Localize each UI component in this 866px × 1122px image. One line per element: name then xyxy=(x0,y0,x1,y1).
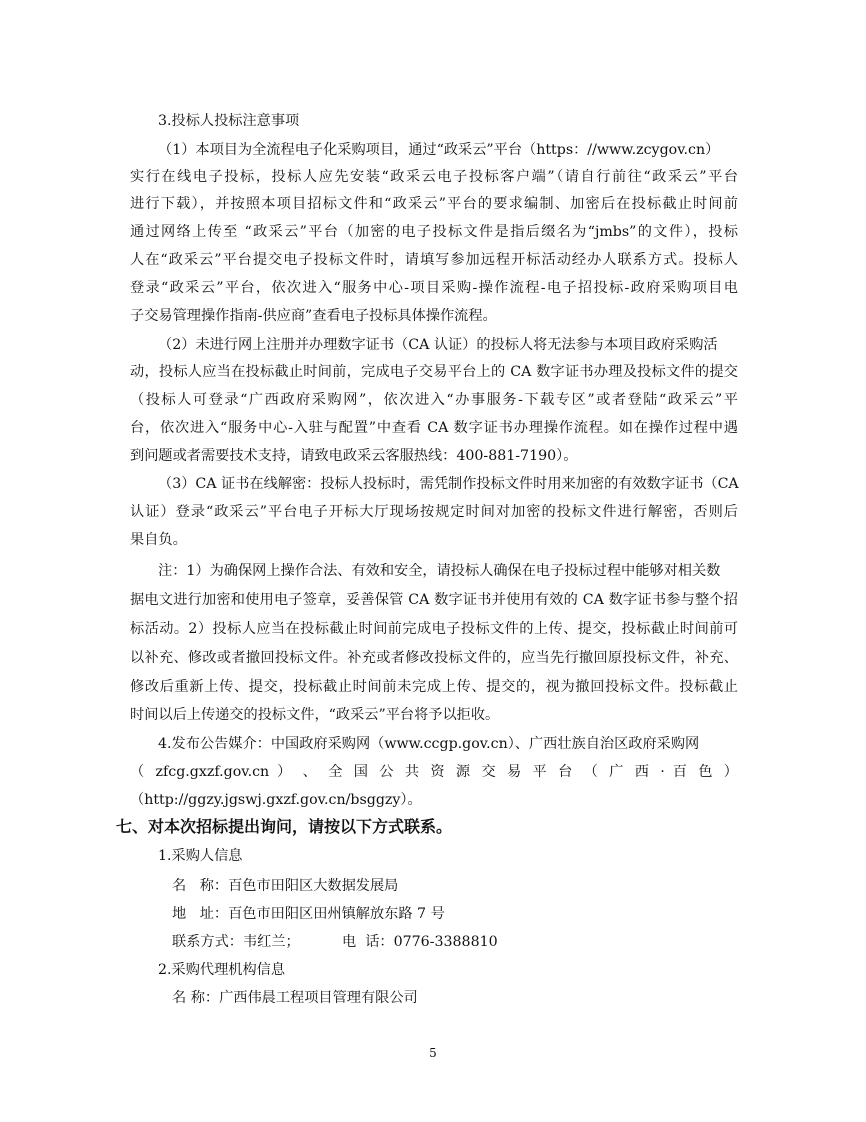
purchaser-phone: 电 话：0776-3388810 xyxy=(342,934,498,950)
note-line: 注：1）为确保网上操作合法、有效和安全，请投标人确保在电子投标过程中能够对相关数 xyxy=(158,563,721,579)
paragraph-2-line: 到问题或者需要技术支持，请致电政采云客服热线：400-881-7190）。 xyxy=(130,448,578,464)
paragraph-2-line: 动，投标人应当在投标截止时间前，完成电子交易平台上的 CA 数字证书办理及投标文件的提交 xyxy=(130,364,738,380)
purchaser-contact: 联系方式：韦红兰； xyxy=(172,934,300,950)
note-line: 标活动。2）投标人应当在投标截止时间前完成电子投标文件的上传、提交，投标截止时间前可 xyxy=(130,621,738,637)
agency-title: 2.采购代理机构信息 xyxy=(158,962,286,978)
section-7-heading: 七、对本次招标提出询问，请按以下方式联系。 xyxy=(116,817,453,836)
note-line: 时间以后上传递交的投标文件，“政采云”平台将予以拒收。 xyxy=(130,707,500,723)
paragraph-1-line: 进行下载），并按照本项目招标文件和“政采云”平台的要求编制、加密后在投标截止时间前 xyxy=(130,196,738,212)
purchaser-name: 名 称：百色市田阳区大数据发展局 xyxy=(172,878,399,894)
note-line: 修改后重新上传、提交，投标截止时间前未完成上传、提交的，视为撤回投标文件。投标截止 xyxy=(130,679,738,695)
paragraph-1-line: 人在“政采云”平台提交电子投标文件时，请填写参加远程开标活动经办人联系方式。投标人 xyxy=(130,252,738,268)
paragraph-2-line: 台，依次进入“服务中心-入驻与配置”中查看 CA 数字证书办理操作流程。如在操作过程中遇 xyxy=(130,420,738,436)
note-line: 据电文进行加密和使用电子签章，妥善保管 CA 数字证书并使用有效的 CA 数字证书参与整个招 xyxy=(130,592,738,608)
paragraph-1-line: （1）本项目为全流程电子化采购项目，通过“政采云”平台（https：//www.zcygov.cn） xyxy=(158,142,720,158)
note-line: 以补充、修改或者撤回投标文件。补充或者修改投标文件的，应当先行撤回原投标文件，补充、 xyxy=(130,650,738,666)
publish-media-line: 4.发布公告媒介：中国政府采购网（www.ccgp.gov.cn）、广西壮族自治区政府采购网 xyxy=(158,736,700,752)
paragraph-2-line: （投标人可登录“广西政府采购网”，依次进入“办事服务-下载专区”或者登陆“政采云”平 xyxy=(130,392,738,408)
paragraph-2-line: （2）未进行网上注册并办理数字证书（CA 认证）的投标人将无法参与本项目政府采购活 xyxy=(158,337,718,353)
paragraph-3-line: 认证）登录“政采云”平台电子开标大厅现场按规定时间对加密的投标文件进行解密，否则后 xyxy=(130,504,738,520)
publish-media-line: （http://ggzy.jgswj.gxzf.gov.cn/bsggzy）。 xyxy=(130,792,422,808)
paragraph-1-line: 子交易管理操作指南-供应商”查看电子投标具体操作流程。 xyxy=(130,308,497,324)
paragraph-1-line: 实行在线电子投标，投标人应先安装“政采云电子投标客户端”（请自行前往“政采云”平台 xyxy=(130,169,738,185)
paragraph-3-line: （3）CA 证书在线解密：投标人投标时，需凭制作投标文件时用来加密的有效数字证书（CA xyxy=(158,476,739,492)
purchaser-title: 1.采购人信息 xyxy=(158,848,243,864)
publish-media-line: （ zfcg.gxzf.gov.cn ） 、 全 国 公 共 资 源 交 易 平 台 （ 广 西 · 百 色 ） xyxy=(130,764,738,780)
section-3-title: 3.投标人投标注意事项 xyxy=(158,113,300,129)
paragraph-1-line: 通过网络上传至 “政采云”平台（加密的电子投标文件是指后缀名为“jmbs”的文件），投标 xyxy=(130,224,738,240)
paragraph-3-line: 果自负。 xyxy=(130,532,187,548)
page-number: 5 xyxy=(429,1046,437,1060)
purchaser-address: 地 址：百色市田阳区田州镇解放东路 7 号 xyxy=(172,906,445,922)
paragraph-1-line: 登录“政采云”平台，依次进入“服务中心-项目采购-操作流程-电子招投标-政府采购项目电 xyxy=(130,280,738,296)
agency-name: 名 称：广西伟晨工程项目管理有限公司 xyxy=(172,990,418,1006)
